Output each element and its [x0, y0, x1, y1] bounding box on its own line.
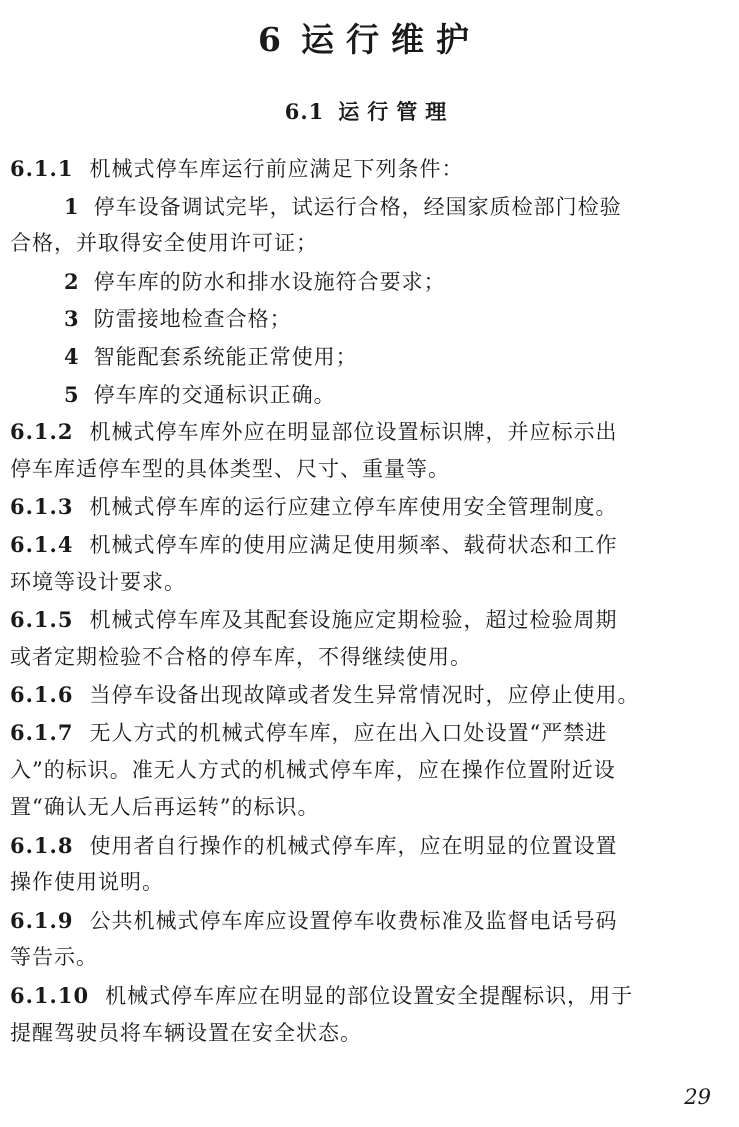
clause: [10, 150, 734, 188]
text-line: [10, 413, 734, 451]
clause-number: 6.1.2: [10, 419, 74, 445]
clause: [10, 488, 734, 526]
item-number: 2: [64, 268, 80, 294]
text-line: [10, 1015, 734, 1053]
clause-text: 防雷接地检查合格；: [93, 307, 292, 332]
clause-text: 机械式停车库及其配套设施应定期检验，超过检验周期: [89, 608, 618, 633]
text-line: [10, 864, 734, 902]
clause-text: 环境等设计要求。: [10, 569, 186, 594]
clause-text: 当停车设备出现故障或者发生异常情况时，应停止使用。: [89, 683, 640, 708]
clause-number: 6.1.8: [10, 832, 74, 858]
clause-text: 停车库适停车型的具体类型、尺寸、重量等。: [10, 456, 450, 481]
text-line: [10, 789, 734, 827]
clause-number: 6.1.5: [10, 607, 74, 633]
clause-number: 6.1.9: [10, 907, 74, 933]
text-line: [10, 601, 734, 639]
clause-text: 智能配套系统能正常使用；: [93, 344, 358, 369]
clause-text: 停车库的交通标识正确。: [93, 382, 336, 407]
section-title: 运行管理: [338, 99, 455, 124]
chapter-title: 运行维护: [300, 20, 481, 59]
clause: [10, 413, 734, 488]
clause-item: [10, 263, 734, 301]
clause-text: 无人方式的机械式停车库，应在出入口处设置“严禁进: [89, 720, 608, 745]
text-line: [10, 714, 734, 752]
clause-item: [10, 188, 734, 263]
text-line: [10, 338, 734, 376]
text-line: [10, 488, 734, 526]
clause-text: 停车库的防水和排水设施符合要求；: [93, 269, 446, 294]
clause-text: 机械式停车库的使用应满足使用频率、载荷状态和工作: [89, 532, 618, 557]
clause-text: 机械式停车库应在明显的部位设置安全提醒标识，用于: [105, 984, 634, 1009]
clause-text: 入”的标识。准无人方式的机械式停车库，应在操作位置附近设: [10, 757, 616, 782]
clause: [10, 827, 734, 902]
text-line: [10, 676, 734, 714]
item-number: 3: [64, 306, 80, 332]
clause-text: 提醒驾驶员将车辆设置在安全状态。: [10, 1020, 362, 1045]
item-number: 4: [64, 343, 80, 369]
clause-text: 操作使用说明。: [10, 870, 164, 895]
clause: [10, 902, 734, 977]
text-line: [10, 526, 734, 564]
text-line: [10, 752, 734, 790]
text-line: [10, 902, 734, 940]
text-line: [10, 564, 734, 602]
clause-text: 机械式停车库的运行应建立停车库使用安全管理制度。: [89, 495, 618, 520]
text-line: [10, 827, 734, 865]
item-number: 5: [64, 381, 80, 407]
text-line: [10, 225, 734, 263]
clause-text: 等告示。: [10, 945, 98, 970]
clause-number: 6.1.4: [10, 531, 74, 557]
text-line: [10, 977, 734, 1015]
item-number: 1: [64, 193, 80, 219]
clause-item: [10, 376, 734, 414]
clause-text: 机械式停车库运行前应满足下列条件：: [89, 157, 464, 181]
section-number: 6.1: [284, 99, 325, 124]
clause-text: 机械式停车库外应在明显部位设置标识牌，并应标示出: [89, 420, 618, 445]
clause-item: [10, 338, 734, 376]
clause-number: 6.1.7: [10, 719, 74, 745]
clause: [10, 977, 734, 1052]
clause-text: 公共机械式停车库应设置停车收费标准及监督电话号码: [89, 908, 618, 933]
clause-item: [10, 300, 734, 338]
text-line: [10, 376, 734, 414]
clause-number: 6.1.1: [10, 156, 74, 181]
text-line: [10, 188, 734, 226]
text-line: [10, 150, 734, 188]
clause-text: 停车设备调试完毕，试运行合格，经国家质检部门检验: [93, 194, 622, 219]
clause-number: 6.1.3: [10, 494, 74, 520]
page-number: 29: [684, 1085, 711, 1109]
clause: [10, 526, 734, 601]
clause-text: 使用者自行操作的机械式停车库，应在明显的位置设置: [89, 833, 618, 858]
clause-body: [10, 150, 734, 1052]
clause-text: 置“确认无人后再运转”的标识。: [10, 795, 320, 820]
section-heading: [0, 96, 739, 126]
chapter-heading: [0, 14, 739, 61]
clause: [10, 714, 734, 827]
clause-text: 合格，并取得安全使用许可证；: [10, 231, 318, 256]
text-line: [10, 451, 734, 489]
text-line: [10, 300, 734, 338]
clause-number: 6.1.10: [10, 983, 90, 1009]
clause: [10, 601, 734, 676]
chapter-number: 6: [258, 20, 281, 59]
text-line: [10, 263, 734, 301]
text-line: [10, 939, 734, 977]
clause: [10, 676, 734, 714]
clause-text: 或者定期检验不合格的停车库，不得继续使用。: [10, 644, 472, 669]
text-line: [10, 639, 734, 677]
clause-number: 6.1.6: [10, 682, 74, 708]
